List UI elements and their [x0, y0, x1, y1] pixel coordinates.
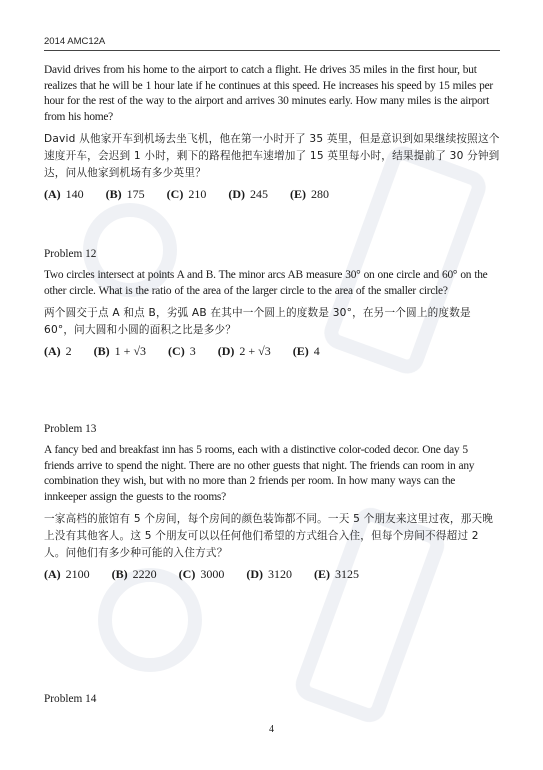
problem-12	[44, 268, 500, 359]
choice-d: (D) 245	[228, 187, 269, 201]
choice-d: (D) 2 + √3	[217, 344, 271, 358]
choice-c: (C) 210	[166, 187, 207, 201]
problem-12-choices	[44, 344, 500, 359]
problem-12-english: Two circles intersect at points A and B. The minor arcs AB measure 30° on one circle and 60° on the other circle. What is the ratio of the area of the larger circle to the area of the smaller circle?	[44, 269, 488, 297]
choice-b: (B) 1 + √3	[93, 344, 147, 358]
choice-c: (C) 3000	[178, 567, 225, 581]
page-number: 4	[269, 724, 274, 735]
problem-14-title: Problem 14	[44, 693, 97, 705]
problem-13	[44, 443, 500, 582]
choice-d: (D) 3120	[246, 567, 293, 581]
page-header: 2014 AMC12A	[44, 36, 106, 47]
choice-b: (B) 2220	[111, 567, 157, 581]
choice-e: (E) 3125	[314, 567, 360, 581]
problem-11-english: David drives from his home to the airport to catch a flight. He drives 35 miles in the first hour, but realizes that he will be 1 hour late if he continues at this speed. He increases his speed by 15 miles per hour for the rest of the way to the airport and arrives 30 minutes early. How many miles is the airport from his home?	[44, 64, 493, 123]
problem-13-choices	[44, 567, 500, 582]
problem-11-choices	[44, 187, 500, 202]
problem-11-chinese: David 从他家开车到机场去坐飞机，他在第一小时开了 35 英里，但是意识到如果继续按照这个速度开车，会迟到 1 小时，剩下的路程他把车速增加了 15 英里每小时，结果提前了 30 分钟到达，问从他家到机场有多少英里？	[44, 133, 500, 179]
problem-12-chinese: 两个圆交于点 A 和点 B，劣弧 AB 在其中一个圆上的度数是 30°，在另一个圆上的度数是 60°，问大圆和小圆的面积之比是多少？	[44, 307, 471, 336]
problem-13-title: Problem 13	[44, 423, 97, 435]
choice-c: (C) 3	[168, 344, 196, 358]
problem-13-english: A fancy bed and breakfast inn has 5 rooms, each with a distinctive color-coded decor. One day 5 friends arrive to spend the night. There are no other guests that night. The friends can room in any combination they wish, but with no more than 2 friends per room. In how many ways can the innkeeper assign the guests to the rooms?	[44, 444, 475, 503]
problem-12-title: Problem 12	[44, 248, 97, 260]
choice-b: (B) 175	[105, 187, 145, 201]
header-divider	[44, 50, 500, 51]
problem-11	[44, 63, 500, 202]
choice-a: (A) 2100	[44, 567, 90, 581]
choice-a: (A) 2	[44, 344, 72, 358]
choice-e: (E) 280	[290, 187, 330, 201]
problem-13-chinese: 一家高档的旅馆有 5 个房间，每个房间的颜色装饰都不同。一天 5 个朋友来这里过夜，那天晚上没有其他客人。这 5 个朋友可以以任何他们希望的方式组合入住，但每个房间不得超过 2 人。问他们有多少种可能的入住方式？	[44, 513, 494, 559]
choice-e: (E) 4	[292, 344, 320, 358]
choice-a: (A) 140	[44, 187, 84, 201]
